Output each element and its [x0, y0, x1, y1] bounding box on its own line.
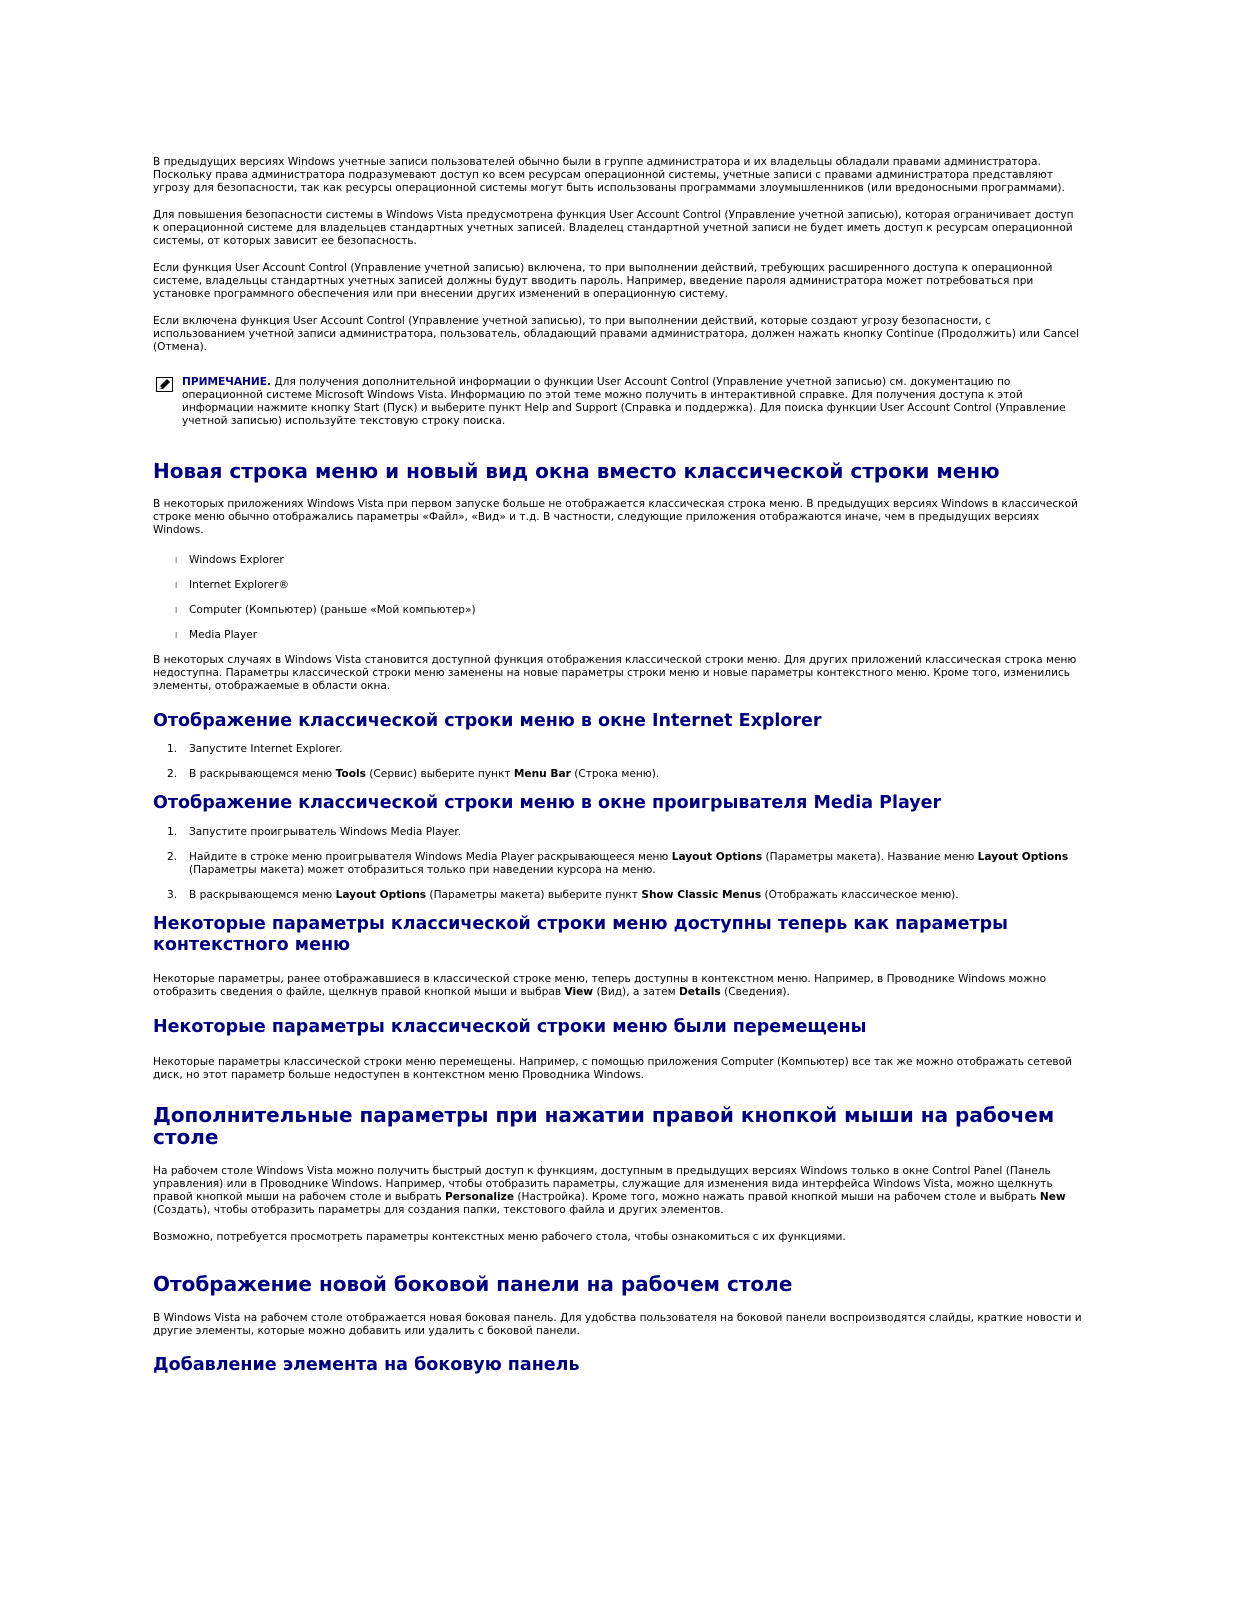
section-title-new-menu-bar: Новая строка меню и новый вид окна вместо классической строки меню [153, 459, 1000, 483]
section-title-media-player-menu: Отображение классической строки меню в окне проигрывателя Media Player [153, 793, 942, 813]
document-content [153, 156, 1083, 1376]
section-paragraph: В некоторых случаях в Windows Vista становится доступной функция отображения классической строки меню. Для других приложений классическая строка меню недоступна. Параметры классической строки меню заменены на новые параметры строки меню и новые параметры контекстного меню. Кроме того, изменились элементы, отображаемые в области окна. [153, 654, 1077, 692]
bullet-icon: l [175, 631, 178, 640]
list-item: 1. Запустите проигрыватель Windows Media Player. [167, 826, 462, 838]
list-item: l Windows Explorer [175, 554, 284, 566]
media-player-steps-list [153, 826, 1083, 902]
list-item: l Computer (Компьютер) (раньше «Мой компьютер») [175, 604, 476, 616]
list-item: 2. В раскрывающемся меню Tools (Сервис) выберите пункт Menu Bar (Строка меню). [167, 768, 660, 780]
intro-paragraph-2: Для повышения безопасности системы в Windows Vista предусмотрена функция User Account Control (Управление учетной записью), которая ограничивает доступ к операционной системе для владельцев стандартных учетных записей. Владелец стандартной учетной записи не будет иметь доступ к ресурсам операционной системы, от которых зависит ее безопасность. [153, 209, 1074, 247]
note-text: Для получения дополнительной информации о функции User Account Control (Управление учетной записью) см. документацию по операционной системе Microsoft Windows Vista. Информацию по этой теме можно получить в интерактивной справке. Для получения доступа к этой информации нажмите кнопку Start (Пуск) и выберите пункт Help and Support (Справка и поддержка). Для поиска функции User Account Control (Управление учетной записью) используйте текстовую строку поиска. [182, 376, 1066, 427]
bullet-icon: l [175, 581, 178, 590]
section-paragraph: Возможно, потребуется просмотреть параметры контекстных меню рабочего стола, чтобы ознакомиться с их функциями. [153, 1231, 846, 1243]
note-label: ПРИМЕЧАНИЕ. [182, 376, 272, 388]
list-item: 1. Запустите Internet Explorer. [167, 743, 343, 755]
section-paragraph: Некоторые параметры классической строки меню перемещены. Например, с помощью приложения Computer (Компьютер) все так же можно отображать сетевой диск, но этот параметр больше недоступен в контекстном меню Проводника Windows. [153, 1056, 1073, 1081]
section-paragraph: На рабочем столе Windows Vista можно получить быстрый доступ к функциям, доступным в предыдущих версиях Windows только в окне Control Panel (Панель управления) или в Проводнике Windows. Например, чтобы отобразить параметры, служащие для изменения вида интерфейса Windows Vista, можно щелкнуть правой кнопкой мыши на рабочем столе и выбрать Personalize (Настройка). Кроме того, можно нажать правой кнопкой мыши на рабочем столе и выбрать New (Создать), чтобы отобразить параметры для создания папки, текстового файла и других элементов. [153, 1165, 1066, 1216]
section-title-add-gadget: Добавление элемента на боковую панель [153, 1355, 580, 1375]
section-paragraph: Некоторые параметры, ранее отображавшиеся в классической строке меню, теперь доступны в контекстном меню. Например, в Проводнике Windows можно отобразить сведения о файле, щелкнув правой кнопкой мыши и выбрав View (Вид), а затем Details (Сведения). [153, 973, 1047, 998]
ie-steps-list [153, 743, 1083, 781]
section-paragraph: В Windows Vista на рабочем столе отображается новая боковая панель. Для удобства пользователя на боковой панели воспроизводятся слайды, краткие новости и другие элементы, которые можно добавить или удалить с боковой панели. [153, 1312, 1082, 1337]
section-title-desktop-right-click: Дополнительные параметры при нажатии правой кнопкой мыши на рабочем столе [153, 1103, 1055, 1149]
section-title-sidebar: Отображение новой боковой панели на рабочем столе [153, 1272, 793, 1296]
section-title-context-menu-options: Некоторые параметры классической строки меню доступны теперь как параметры контекстного меню [153, 914, 1008, 955]
application-list [153, 554, 1083, 642]
list-item: l Internet Explorer® [175, 579, 290, 591]
bullet-icon: l [175, 606, 178, 615]
section-title-ie-menu: Отображение классической строки меню в окне Internet Explorer [153, 711, 822, 731]
section-title-moved-options: Некоторые параметры классической строки меню были перемещены [153, 1017, 867, 1037]
list-item: 2. Найдите в строке меню проигрывателя Windows Media Player раскрывающееся меню Layout Options (Параметры макета). Название меню Layout Options (Параметры макета) может отобразиться только при наведении курсора на меню. [167, 851, 1069, 876]
intro-paragraph-4: Если включена функция User Account Control (Управление учетной записью), то при выполнении действий, которые создают угрозу безопасности, с использованием учетной записи администратора, пользователь, обладающий правами администратора, должен нажать кнопку Continue (Продолжить) или Cancel (Отмена). [153, 315, 1080, 353]
note-box [153, 376, 1083, 428]
note-pencil-icon [156, 377, 173, 392]
bullet-icon: l [175, 556, 178, 565]
intro-paragraph-3: Если функция User Account Control (Управление учетной записью) включена, то при выполнении действий, требующих расширенного доступа к операционной системе, владельцы стандартных учетных записей должны будут вводить пароль. Например, введение пароля администратора может потребоваться при установке программного обеспечения или при внесении других изменений в операционную систему. [153, 262, 1053, 300]
list-item: 3. В раскрывающемся меню Layout Options (Параметры макета) выберите пункт Show Classic Menus (Отображать классическое меню). [167, 889, 959, 901]
intro-paragraph-1: В предыдущих версиях Windows учетные записи пользователей обычно были в группе администратора и их владельцы обладали правами администратора. Поскольку права администратора подразумевают доступ ко всем ресурсам операционной системы, учетные записи с правами администратора представляют угрозу для безопасности, так как ресурсы операционной системы могут быть использованы программами злоумышленников (или вредоносными программами). [153, 156, 1065, 194]
section-paragraph: В некоторых приложениях Windows Vista при первом запуске больше не отображается классическая строка меню. В предыдущих версиях Windows в классической строке меню обычно отображались параметры «Файл», «Вид» и т.д. В частности, следующие приложения отображаются иначе, чем в предыдущих версиях Windows. [153, 498, 1078, 536]
list-item: l Media Player [175, 629, 258, 641]
